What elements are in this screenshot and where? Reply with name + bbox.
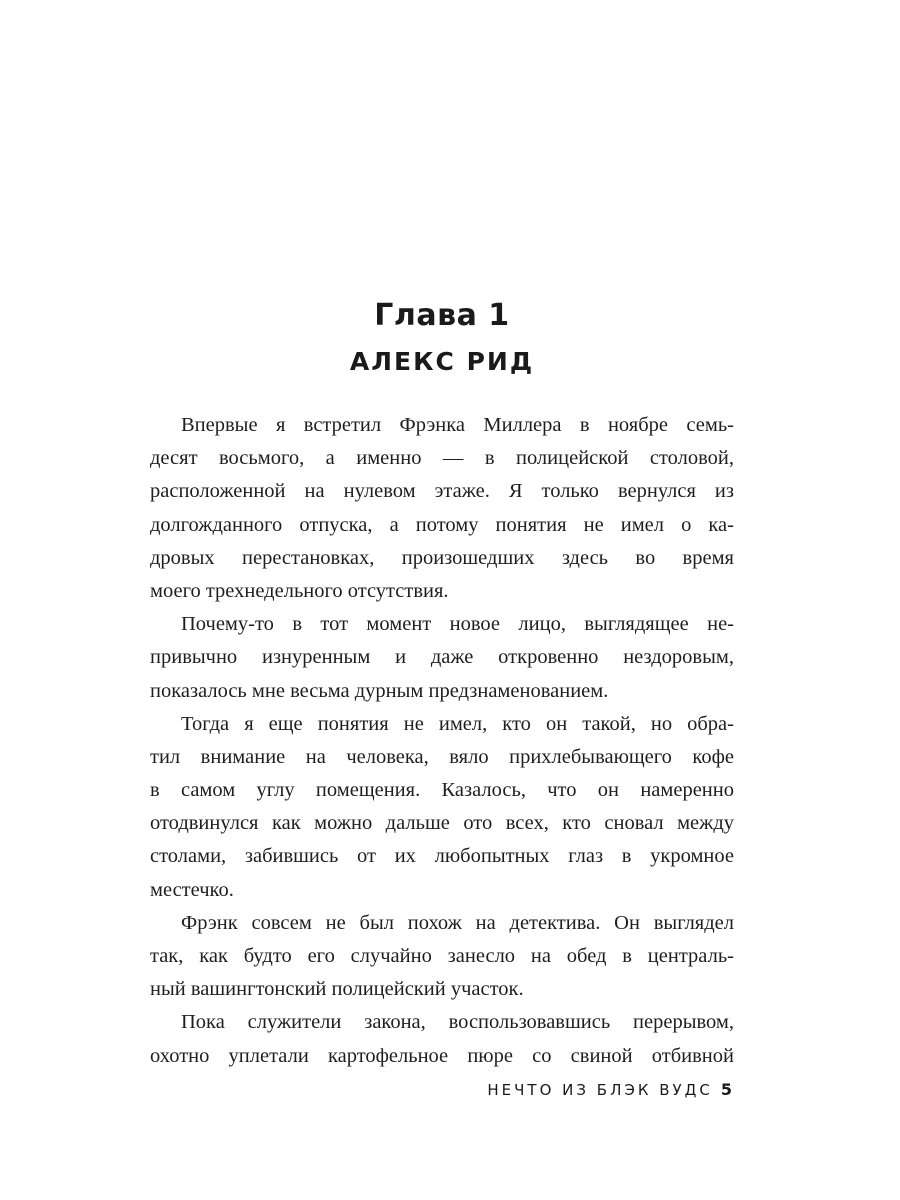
text-line: ный вашингтонский полицейский участок.	[150, 978, 524, 1001]
text-line: Пока служители закона, воспользовавшись перерывом,	[181, 1011, 734, 1034]
text-line: охотно уплетали картофельное пюре со свиной отбивной	[150, 1044, 734, 1067]
text-line: в самом углу помещения. Казалось, что он намеренно	[150, 779, 734, 802]
text-line: Тогда я еще понятия не имел, кто он такой, но обра-	[181, 712, 734, 735]
text-line: десят восьмого, а именно — в полицейской столовой,	[150, 447, 734, 470]
body-text	[150, 409, 734, 1073]
text-line: привычно изнуренным и даже откровенно нездоровым,	[150, 646, 734, 669]
chapter-title: АЛЕКС РИД	[349, 347, 535, 376]
text-line: долгожданного отпуска, а потому понятия не имел о ка-	[150, 513, 734, 536]
text-line: столами, забившись от их любопытных глаз в укромное	[150, 845, 734, 868]
text-line: моего трехнедельного отсутствия.	[150, 579, 449, 602]
text-line: так, как будто его случайно занесло на обед в централь-	[150, 945, 734, 967]
text-line: показалось мне весьма дурным предзнаменованием.	[150, 679, 609, 702]
text-line: местечко.	[150, 878, 234, 901]
text-line: расположенной на нулевом этаже. Я только вернулся из	[150, 480, 734, 503]
text-line: тил внимание на человека, вяло прихлебывающего кофе	[150, 745, 734, 768]
page-number: 5	[720, 1080, 732, 1099]
text-line: Фрэнк совсем не был похож на детектива. Он выглядел	[181, 911, 734, 934]
text-line: дровых перестановках, произошедших здесь во время	[150, 546, 734, 569]
running-footer	[487, 1080, 732, 1099]
text-line: Почему-то в тот момент новое лицо, выглядящее не-	[181, 613, 734, 636]
footer-book-title: НЕЧТО ИЗ БЛЭК ВУДС	[487, 1081, 713, 1099]
text-line: отодвинулся как можно дальше ото всех, кто сновал между	[150, 812, 734, 835]
text-line: Впервые я встретил Фрэнка Миллера в ноябре семь-	[181, 414, 734, 436]
chapter-number: Глава 1	[374, 298, 510, 333]
